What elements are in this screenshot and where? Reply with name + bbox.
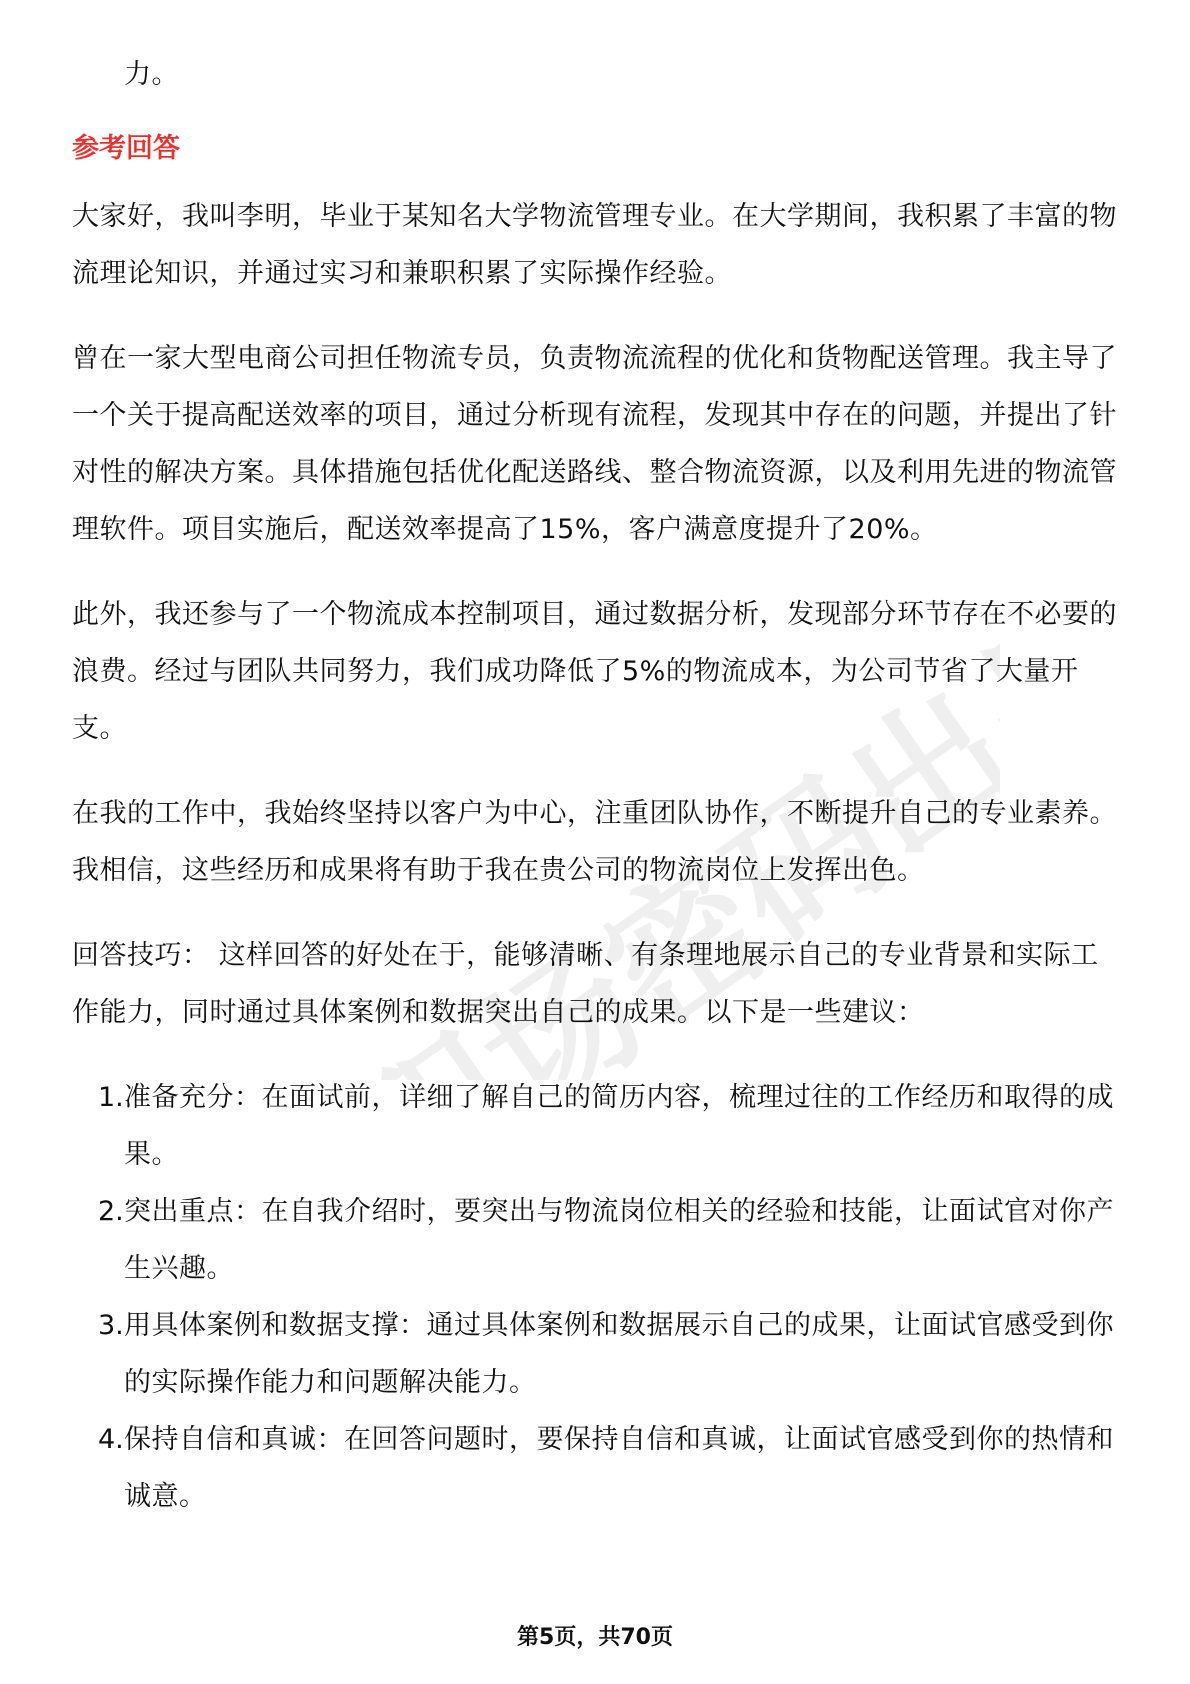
list-number: 3. xyxy=(98,1310,124,1341)
document-body xyxy=(72,46,1122,1525)
paragraph-conclusion: 在我的工作中，我始终坚持以客户为中心，注重团队协作，不断提升自己的专业素养。我相信，这些经历和成果将有助于我在贵公司的物流岗位上发挥出色。 xyxy=(72,798,1117,886)
paragraph-tips-intro: 回答技巧： 这样回答的好处在于，能够清晰、有条理地展示自己的专业背景和实际工作能力，同时通过具体案例和数据突出自己的成果。以下是一些建议： xyxy=(72,940,1099,1028)
list-item xyxy=(72,1069,1122,1183)
paragraph-experience: 曾在一家大型电商公司担任物流专员，负责物流流程的优化和货物配送管理。我主导了一个关于提高配送效率的项目，通过分析现有流程，发现其中存在的问题，并提出了针对性的解决方案。具体措施包括优化配送路线、整合物流资源，以及利用先进的物流管理软件。项目实施后，配送效率提高了15%，客户满意度提升了20%。 xyxy=(72,343,1117,545)
watermark-text: 职场密码出品 xyxy=(328,574,1000,1080)
list-item-text: 准备充分：在面试前，详细了解自己的简历内容，梳理过往的工作经历和取得的成果。 xyxy=(124,1082,1114,1170)
paragraph-intro: 大家好，我叫李明，毕业于某知名大学物流管理专业。在大学期间，我积累了丰富的物流理论知识，并通过实习和兼职积累了实际操作经验。 xyxy=(72,201,1117,289)
list-item xyxy=(72,1411,1122,1525)
list-item-text: 用具体案例和数据支撑：通过具体案例和数据展示自己的成果，让面试官感受到你的实际操作能力和问题解决能力。 xyxy=(124,1310,1114,1398)
tips-list xyxy=(72,1069,1122,1525)
list-item-text: 突出重点：在自我介绍时，要突出与物流岗位相关的经验和技能，让面试官对你产生兴趣。 xyxy=(124,1196,1114,1284)
list-item xyxy=(72,1183,1122,1297)
list-item xyxy=(72,1297,1122,1411)
list-item-text: 保持自信和真诚：在回答问题时，要保持自信和真诚，让面试官感受到你的热情和诚意。 xyxy=(124,1424,1114,1512)
continuation-text: 力。 xyxy=(124,59,179,90)
reference-answer-heading: 参考回答 xyxy=(72,133,180,164)
paragraph-cost-control: 此外，我还参与了一个物流成本控制项目，通过数据分析，发现部分环节存在不必要的浪费。经过与团队共同努力，我们成功降低了5%的物流成本，为公司节省了大量开支。 xyxy=(72,599,1117,744)
page-footer: 第5页，共70页 xyxy=(517,1625,673,1650)
list-number: 1. xyxy=(98,1082,124,1113)
list-number: 2. xyxy=(98,1196,124,1227)
list-number: 4. xyxy=(98,1424,124,1455)
